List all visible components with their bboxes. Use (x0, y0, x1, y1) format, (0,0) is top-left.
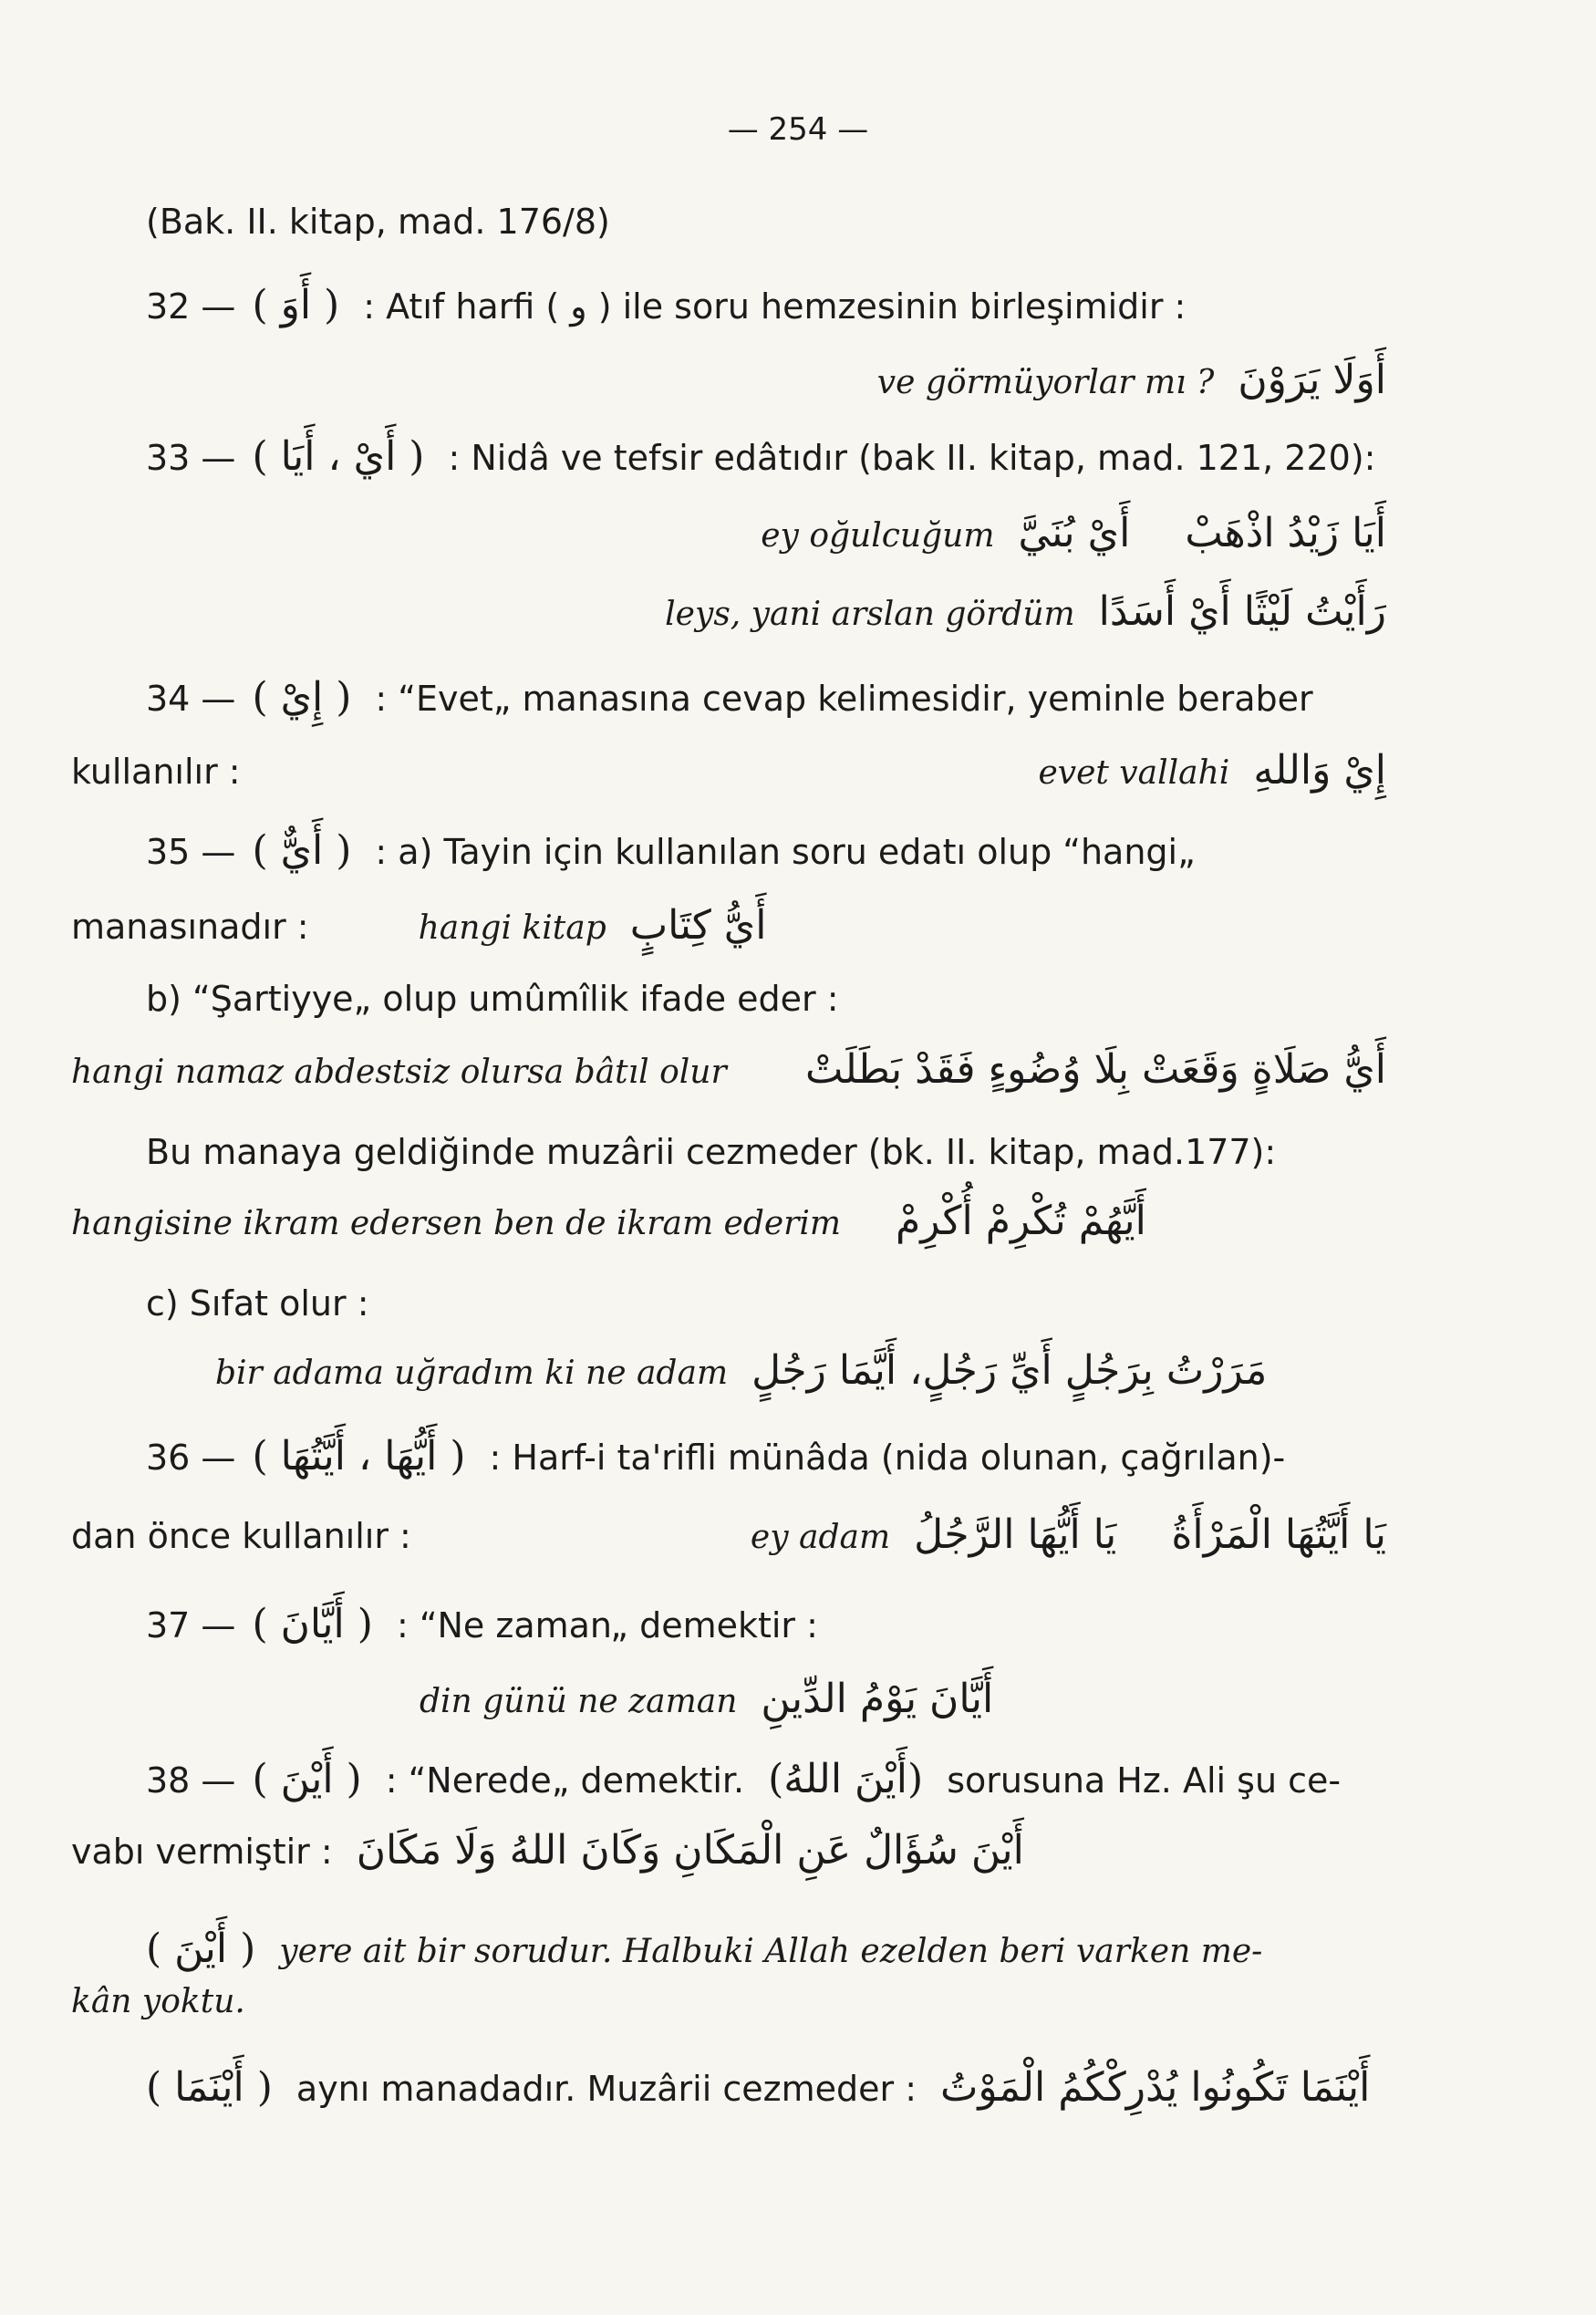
arabic-term: ( أَيَّانَ ) (252, 1601, 373, 1647)
text-line (146, 1926, 1386, 1975)
arabic-example: أَيْ بُنَيَّ (1018, 510, 1131, 556)
definition-text: : Atıf harfi ( و ) ile soru hemzesinin birleşimidir : (363, 286, 1187, 327)
text-line (146, 199, 1386, 244)
arabic-example: يَا أَيَّتُهَا الْمَرْأَةُ (1171, 1511, 1386, 1558)
entry-number: 38 — (146, 1760, 236, 1801)
body-text: Bu manaya geldiğinde muzârii cezmeder (bk. II. kitap, mad.177): (146, 1132, 1277, 1172)
entry-36 (146, 1434, 1386, 1480)
text-line (71, 903, 1386, 951)
arabic-term: (أَيْنَ اللهُ) (768, 1756, 924, 1802)
entry-33 (146, 434, 1386, 481)
text-line (146, 1281, 1386, 1326)
entry-38 (146, 1757, 1386, 1803)
arabic-term: ( أَوَ ) (252, 282, 340, 328)
entry-number: 33 — (146, 438, 236, 478)
example-line (215, 1348, 1386, 1396)
text-line (146, 2065, 1386, 2112)
arabic-term: ( أَيْنَمَا ) (146, 2064, 273, 2111)
arabic-example: إِيْ وَاللهِ (1253, 747, 1386, 794)
body-text: aynı manadadır. Muzârii cezmeder : (295, 2069, 917, 2109)
page-number: — 254 — (727, 111, 869, 148)
entry-number: 34 — (146, 679, 236, 719)
example-translation: evet vallahi (1038, 754, 1230, 792)
continuation-text: vabı vermiştir : (71, 1832, 333, 1872)
arabic-example: أَيُّ كِتَابٍ (629, 902, 767, 949)
entry-number: 32 — (146, 286, 236, 327)
entry-number: 36 — (146, 1438, 236, 1478)
arabic-example: أَيَّانَ يَوْمُ الدِّينِ (761, 1676, 994, 1722)
subsection-text: c) Sıfat olur : (146, 1283, 369, 1324)
entry-number: 35 — (146, 832, 236, 872)
entry-37 (146, 1602, 1386, 1648)
arabic-term: ( إِيْ ) (252, 674, 352, 721)
example-line (71, 1199, 1386, 1247)
text-line (71, 748, 1386, 796)
arabic-example: أَيْنَ سُؤَالٌ عَنِ الْمَكَانِ وَكَانَ اللهُ وَلَا مَكَانَ (356, 1827, 1024, 1874)
example-line (71, 511, 1386, 559)
continuation-text: kullanılır : (71, 752, 241, 792)
example-line (71, 358, 1386, 406)
example-translation: hangi kitap (418, 909, 606, 947)
example-translation: ve görmüyorlar mı ? (876, 364, 1215, 401)
text-line (71, 1979, 1386, 2025)
definition-text: : “Nerede„ demektir. (385, 1760, 745, 1801)
italic-text: yere ait bir sorudur. Halbuki Allah ezelden beri varken me- (279, 1933, 1263, 1970)
reference-text: (Bak. II. kitap, mad. 176/8) (146, 202, 610, 242)
entry-number: 37 — (146, 1605, 236, 1645)
text-line (146, 1129, 1386, 1175)
arabic-example: يَا أَيُّهَا الرَّجُلُ (914, 1511, 1117, 1558)
definition-text: : Harf-i ta'rifli münâda (nida olunan, çağrılan)- (489, 1438, 1286, 1478)
arabic-example: أَيَّهُمْ تُكْرِمْ أُكْرِمْ (896, 1198, 1146, 1244)
arabic-term: ( أَيْنَ ) (252, 1756, 362, 1802)
text-line (71, 1512, 1386, 1561)
entry-35 (146, 828, 1386, 875)
arabic-example: رَأَيْتُ لَيْثًا أَيْ أَسَدًا (1098, 588, 1386, 635)
example-line (71, 1047, 1386, 1095)
definition-text: : a) Tayin için kullanılan soru edatı olup “hangi„ (375, 832, 1196, 872)
arabic-example: مَرَرْتُ بِرَجُلٍ أَيِّ رَجُلٍ، أَيَّمَا رَجُلٍ (751, 1347, 1268, 1394)
entry-34 (146, 675, 1386, 721)
example-translation: hangisine ikram edersen ben de ikram ederim (71, 1205, 842, 1242)
subsection-text: b) “Şartiyye„ olup umûmîlik ifade eder : (146, 979, 839, 1019)
definition-text: : Nidâ ve tefsir edâtıdır (bak II. kitap, mad. 121, 220): (448, 438, 1376, 478)
example-translation: ey oğulcuğum (761, 517, 995, 555)
text-line (146, 976, 1386, 1022)
example-translation: leys, yani arslan gördüm (665, 596, 1075, 633)
definition-text: : “Ne zaman„ demektir : (396, 1605, 818, 1645)
definition-text: : “Evet„ manasına cevap kelimesidir, yeminle beraber (375, 679, 1313, 719)
definition-text: sorusuna Hz. Ali şu ce- (947, 1760, 1342, 1801)
arabic-example: أَوَلَا يَرَوْنَ (1238, 357, 1386, 403)
arabic-term: ( أَيُّهَا ، أَيَّتُهَا ) (252, 1433, 466, 1479)
italic-text: kân yoktu. (71, 1983, 245, 2020)
arabic-term: ( أَيٌّ ) (252, 827, 352, 874)
example-translation: ey adam (750, 1519, 891, 1556)
text-line (71, 1828, 1386, 1874)
example-translation: hangi namaz abdestsiz olursa bâtıl olur (71, 1054, 727, 1091)
example-translation: din günü ne zaman (420, 1683, 738, 1720)
arabic-example: أَيْنَمَا تَكُونُوا يُدْرِكْكُمُ الْمَوْتُ (940, 2064, 1371, 2111)
arabic-example: أَيُّ صَلَاةٍ وَقَعَتْ بِلَا وُضُوءٍ فَقَدْ بَطَلَتْ (805, 1046, 1386, 1093)
entry-32 (146, 283, 1386, 329)
arabic-term: ( أَيْنَ ) (146, 1926, 256, 1972)
example-line (71, 589, 1386, 638)
example-line (420, 1677, 1386, 1725)
example-translation: bir adama uğradım ki ne adam (215, 1355, 729, 1392)
arabic-example: أَيَا زَيْدُ اذْهَبْ (1185, 510, 1386, 556)
arabic-term: ( أَيْ ، أَيَا ) (252, 433, 425, 480)
continuation-text: dan önce kullanılır : (71, 1516, 411, 1556)
continuation-text: manasınadır : (71, 907, 309, 947)
